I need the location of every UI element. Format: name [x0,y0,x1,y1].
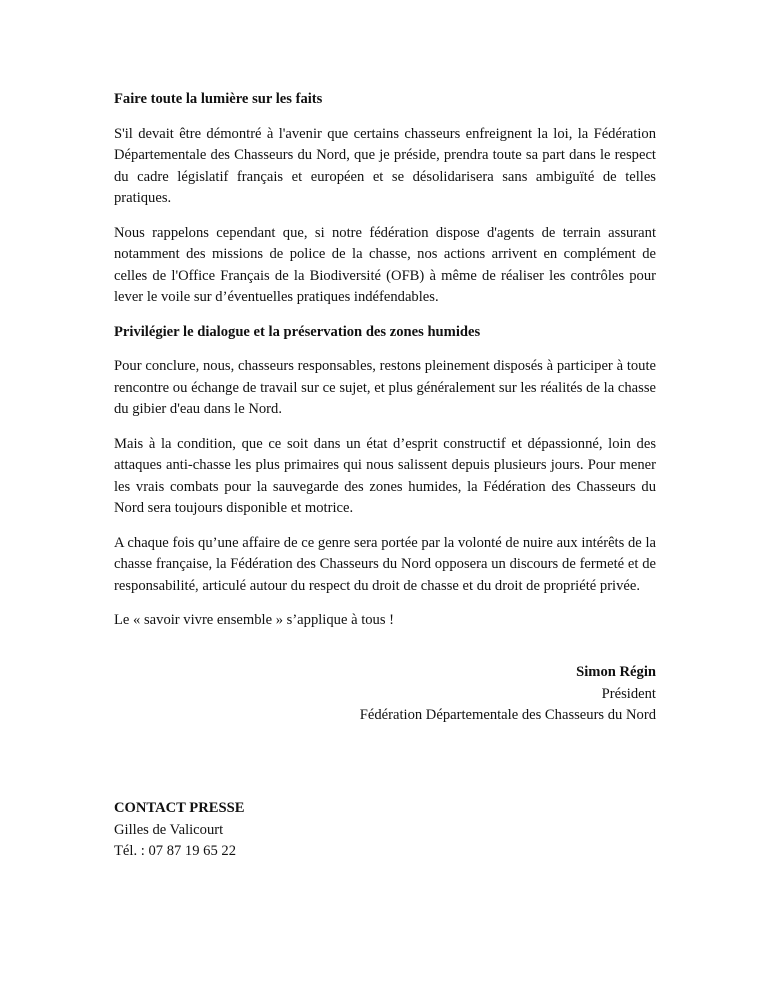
paragraph-4: Mais à la condition, que ce soit dans un état d’esprit constructif et dépassionné, loin des attaques anti-chasse les plus primaires qui nous salissent depuis plusieurs jours. Pour mener les vrais combats pour la sauvegarde des zones humides, la Fédération des Chasseurs du Nord sera toujours disponible et motrice. [114,435,656,516]
paragraph-3: Pour conclure, nous, chasseurs responsables, restons pleinement disposés à participer à toute rencontre ou échange de travail sur ce sujet, et plus généralement sur les réalités de la chasse du gibier d'eau dans le Nord. [114,358,656,417]
paragraph-1: S'il devait être démontré à l'avenir que certains chasseurs enfreignent la loi, la Fédération Départementale des Chasseurs du Nord, que je préside, prendra toute sa part dans le respect du cadre législatif français et européen et se désolidarisera sans ambiguïté de telles pratiques. [114,125,656,206]
paragraph-6: Le « savoir vivre ensemble » s’applique à tous ! [114,612,395,628]
paragraph-2: Nous rappelons cependant que, si notre fédération dispose d'agents de terrain assurant notamment des missions de police de la chasse, nos actions arrivent en complément de celles de l'Office Français de la Biodiversité (OFB) à même de réaliser les contrôles pour lever le voile sur d’éventuelles pratiques indéfendables. [114,224,656,305]
section-heading-faits: Faire toute la lumière sur les faits [114,91,323,107]
press-contact [114,798,514,863]
paragraph-5: A chaque fois qu’une affaire de ce genre sera portée par la volonté de nuire aux intérêts de la chasse française, la Fédération des Chasseurs du Nord opposera un discours de fermeté et de responsabilité, articulé autour du respect du droit de chasse et du droit de propriété privée. [114,534,656,594]
press-contact-name: Gilles de Valicourt [114,821,224,838]
press-contact-phone: Tél. : 07 87 19 65 22 [114,843,237,859]
signature-role: Président [601,685,656,702]
press-contact-title: CONTACT PRESSE [114,800,245,816]
letter-body [114,89,656,645]
signature-block [114,662,656,727]
signature-name: Simon Régin [576,664,656,680]
section-heading-dialogue: Privilégier le dialogue et la préservation des zones humides [114,323,481,340]
signature-organization: Fédération Départementale des Chasseurs du Nord [359,707,656,723]
